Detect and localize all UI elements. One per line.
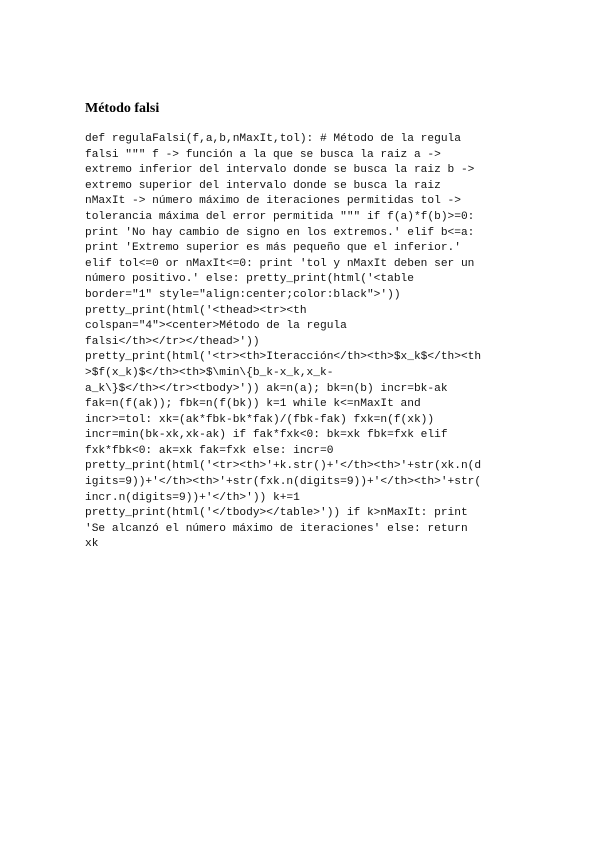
code-line: a_k\}$</th></tr><tbody>')) ak=n(a); bk=n(b) incr=bk-ak [85, 382, 448, 395]
page-title: Método falsi [85, 101, 160, 116]
code-line: 'Se alcanzó el número máximo de iteraciones' else: return [85, 522, 468, 535]
code-line: incr>=tol: xk=(ak*fbk-bk*fak)/(fbk-fak) fxk=n(f(xk)) [85, 413, 435, 426]
code-line: colspan="4"><center>Método de la regula [85, 320, 347, 333]
code-line: igits=9))+'</th><th>'+str(fxk.n(digits=9))+'</th><th>'+str( [85, 476, 482, 489]
code-line: border="1" style="align:center;color:black">')) [85, 288, 401, 301]
code-line: print 'Extremo superior es más pequeño que el inferior.' [85, 242, 461, 255]
code-line: nMaxIt -> número máximo de iteraciones permitidas tol -> [85, 195, 461, 208]
code-line: incr.n(digits=9))+'</th>')) k+=1 [85, 491, 300, 504]
code-line: xk [85, 538, 99, 551]
code-line: print 'No hay cambio de signo en los extremos.' elif b<=a: [85, 226, 475, 239]
code-line: elif tol<=0 or nMaxIt<=0: print 'tol y nMaxIt deben ser un [85, 257, 475, 270]
code-line: extremo inferior del intervalo donde se busca la raiz b -> [85, 164, 475, 177]
code-line: falsi</th></tr></thead>')) [85, 335, 260, 348]
code-block [85, 132, 525, 553]
code-line: pretty_print(html('<tr><th>'+k.str()+'</th><th>'+str(xk.n(d [85, 460, 482, 473]
code-line: incr=min(bk-xk,xk-ak) if fak*fxk<0: bk=xk fbk=fxk elif [85, 429, 448, 442]
code-line: pretty_print(html('</tbody></table>')) if k>nMaxIt: print [85, 507, 468, 520]
code-line: pretty_print(html('<tr><th>Iteracción</th><th>$x_k$</th><th [85, 351, 482, 364]
code-line: pretty_print(html('<thead><tr><th [85, 304, 307, 317]
code-line: tolerancia máxima del error permitida """ if f(a)*f(b)>=0: [85, 210, 475, 223]
code-line: fxk*fbk<0: ak=xk fak=fxk else: incr=0 [85, 444, 334, 457]
code-line: número positivo.' else: pretty_print(html('<table [85, 273, 414, 286]
code-line: extremo superior del intervalo donde se busca la raiz [85, 179, 441, 192]
code-line: >$f(x_k)$</th><th>$\min\{b_k-x_k,x_k- [85, 366, 334, 379]
code-line: def regulaFalsi(f,a,b,nMaxIt,tol): # Método de la regula [85, 133, 461, 145]
code-line: falsi """ f -> función a la que se busca la raiz a -> [85, 148, 441, 161]
code-line: fak=n(f(ak)); fbk=n(f(bk)) k=1 while k<=nMaxIt and [85, 398, 421, 411]
